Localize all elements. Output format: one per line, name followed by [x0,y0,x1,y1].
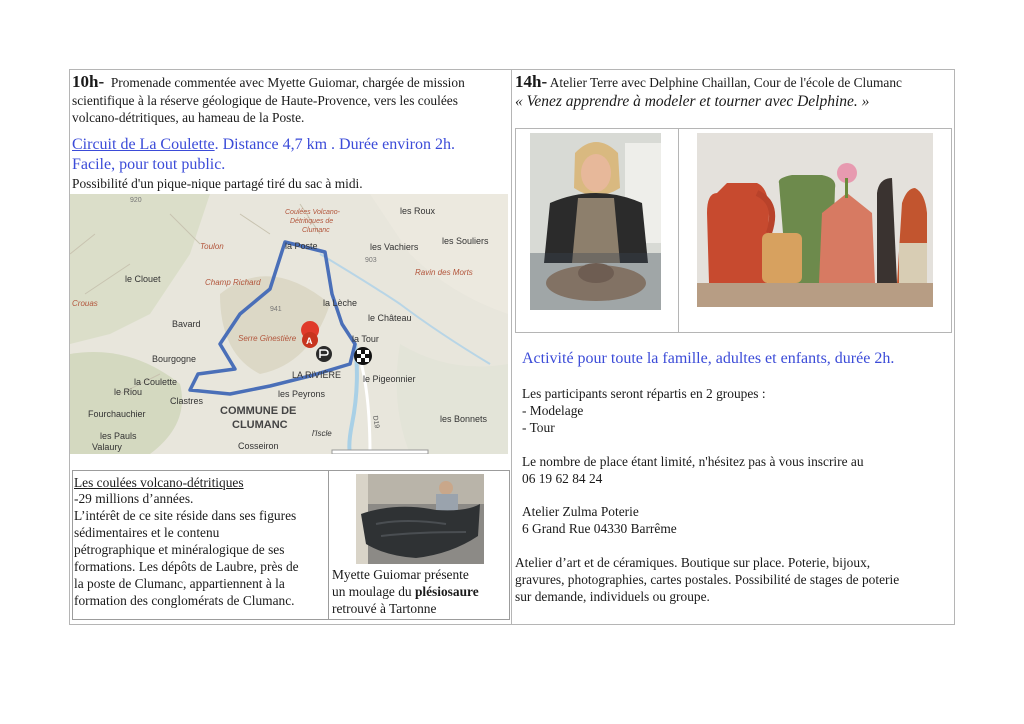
fossil-caption-2 [332,584,479,601]
map-label-commune-1: COMMUNE DE [220,405,297,417]
atelier-desc-1: Atelier d’art et de céramiques. Boutique sur place. Poterie, bijoux, [515,555,871,570]
map-label-les-bonnets: les Bonnets [440,414,488,424]
map-label-les-souliers: les Souliers [442,236,489,246]
map-label-la-poste: la Poste [285,241,318,251]
map-road-label: D19 [371,415,381,429]
map-label-commune-2: CLUMANC [232,419,288,431]
geology-line-7: formation des conglomérats de Clumanc. [74,593,295,608]
map-altitude-920: 920 [130,197,142,204]
atelier-desc-3: sur demande, individuels ou groupe. [515,589,710,604]
picnic-note: Possibilité d'un pique-nique partagé tiré du sac à midi. [72,176,363,191]
fossil-photo [356,474,484,564]
circuit-line [72,136,455,154]
afternoon-title-line [515,74,902,92]
morning-intro-line1 [72,74,465,92]
map-label-le-clouet: le Clouet [125,274,161,284]
route-map [70,194,508,454]
mug [762,233,802,283]
map-label-toulon: Toulon [200,242,224,251]
groups-intro: Les participants seront répartis en 2 groupes : [522,386,766,401]
map-label-iscle: l'Iscle [312,429,332,438]
potter-photo [530,133,661,310]
pottery-photo [697,133,933,307]
group-tour: - Tour [522,420,555,435]
parking-marker-icon[interactable] [316,346,332,362]
map-label-coulees-3: Clumanc [302,227,330,234]
fossil-caption-1: Myette Guiomar présente [332,567,469,582]
intro-text-2: scientifique à la réserve géologique de Haute-Provence, vers les coulées [72,93,458,108]
geology-line-5: formations. Les dépôts de Laubre, près de [74,559,299,574]
red-jug [707,183,769,283]
person-head [439,481,453,495]
map-label-champ-richard: Champ Richard [205,278,261,287]
atelier-desc-2: gravures, photographies, cartes postales. Possibilité de stages de poterie [515,572,900,587]
map-label-serre: Serre Ginestière [238,334,297,343]
map-label-les-peyrons: les Peyrons [278,389,326,399]
map-label-fourchauchier: Fourchauchier [88,409,146,419]
geology-line-3: sédimentaires et le contenu [74,525,220,540]
circuit-link[interactable]: Circuit de La Coulette [72,136,215,153]
potter-face [581,154,611,192]
phone-number: 06 19 62 84 24 [522,471,603,486]
fossil-caption-bold: plésiosaure [414,584,479,599]
geology-line-1: -29 millions d’années. [74,491,194,506]
map-label-le-riou: le Riou [114,387,143,397]
map-scale-bar [332,450,428,454]
geology-line-4: pétrographique et minéralogique de ses [74,542,285,557]
afternoon-time: 14h- [515,72,548,91]
map-label-coulees-1: Coulées Volcano- [285,209,340,216]
finish-flag-icon[interactable] [354,347,372,365]
geology-box-divider [328,470,329,620]
geology-line-6: la poste de Clumanc, appartiennent à la [74,576,285,591]
map-label-ravin: Ravin des Morts [415,268,473,277]
geology-title: Les coulées volcano-détritiques [74,475,244,490]
map-label-clastres: Clastres [170,396,204,406]
circuit-line2: Facile, pour tout public. [72,156,226,173]
afternoon-quote: « Venez apprendre à modeler et tourner avec Delphine. » [515,93,870,110]
map-label-la-coulette: la Coulette [134,377,178,387]
atelier-name: Atelier Zulma Poterie [522,504,639,519]
fossil-caption-prefix: un moulage du [332,584,415,599]
atelier-address: 6 Grand Rue 04330 Barrême [522,521,677,536]
map-label-les-pauls: les Pauls [100,431,137,441]
morning-time: 10h- [72,72,105,91]
map-label-pigeonnier: le Pigeonnier [363,374,416,384]
group-modelage: - Modelage [522,403,584,418]
map-label-bavard: Bavard [172,319,201,329]
map-label-bourgogne: Bourgogne [152,354,197,364]
photos-divider [678,128,679,333]
map-label-coulees-2: Détritiques de [290,218,334,225]
intro-text-1: Promenade commentée avec Myette Guiomar, chargée de mission [110,75,465,90]
map-label-valaury: Valaury [92,442,122,452]
map-label-les-vachiers: les Vachiers [370,242,419,252]
map-label-les-roux: les Roux [400,206,436,216]
map-svg [70,194,508,454]
circuit-details: . Distance 4,7 km . Durée environ 2h. [214,136,456,153]
map-label-la-leche: la Lèche [323,298,358,308]
map-label-la-riviere: LA RIVIÈRE [292,370,342,380]
map-label-cosseiron: Cosseiron [238,441,279,451]
column-divider [511,69,512,625]
map-altitude-903: 903 [365,257,377,264]
fossil-caption-3: retrouvé à Tartonne [332,601,437,616]
map-label-crouas: Crouas [72,299,98,308]
intro-text-3: volcano-détritiques, au hameau de la Poste. [72,110,305,125]
map-label-la-tour: la Tour [352,334,379,344]
geology-line-2: L’intérêt de ce site réside dans ses figures [74,508,297,523]
marker-a-label: A [306,336,313,346]
map-altitude-941: 941 [270,306,282,313]
limit-text: Le nombre de place étant limité, n'hésitez pas à vous inscrire au [522,454,864,469]
activity-line: Activité pour toute la famille, adultes et enfants, durée 2h. [522,350,895,367]
map-label-le-chateau: le Château [368,313,412,323]
afternoon-title: Atelier Terre avec Delphine Chaillan, Cour de l'école de Clumanc [549,75,902,90]
